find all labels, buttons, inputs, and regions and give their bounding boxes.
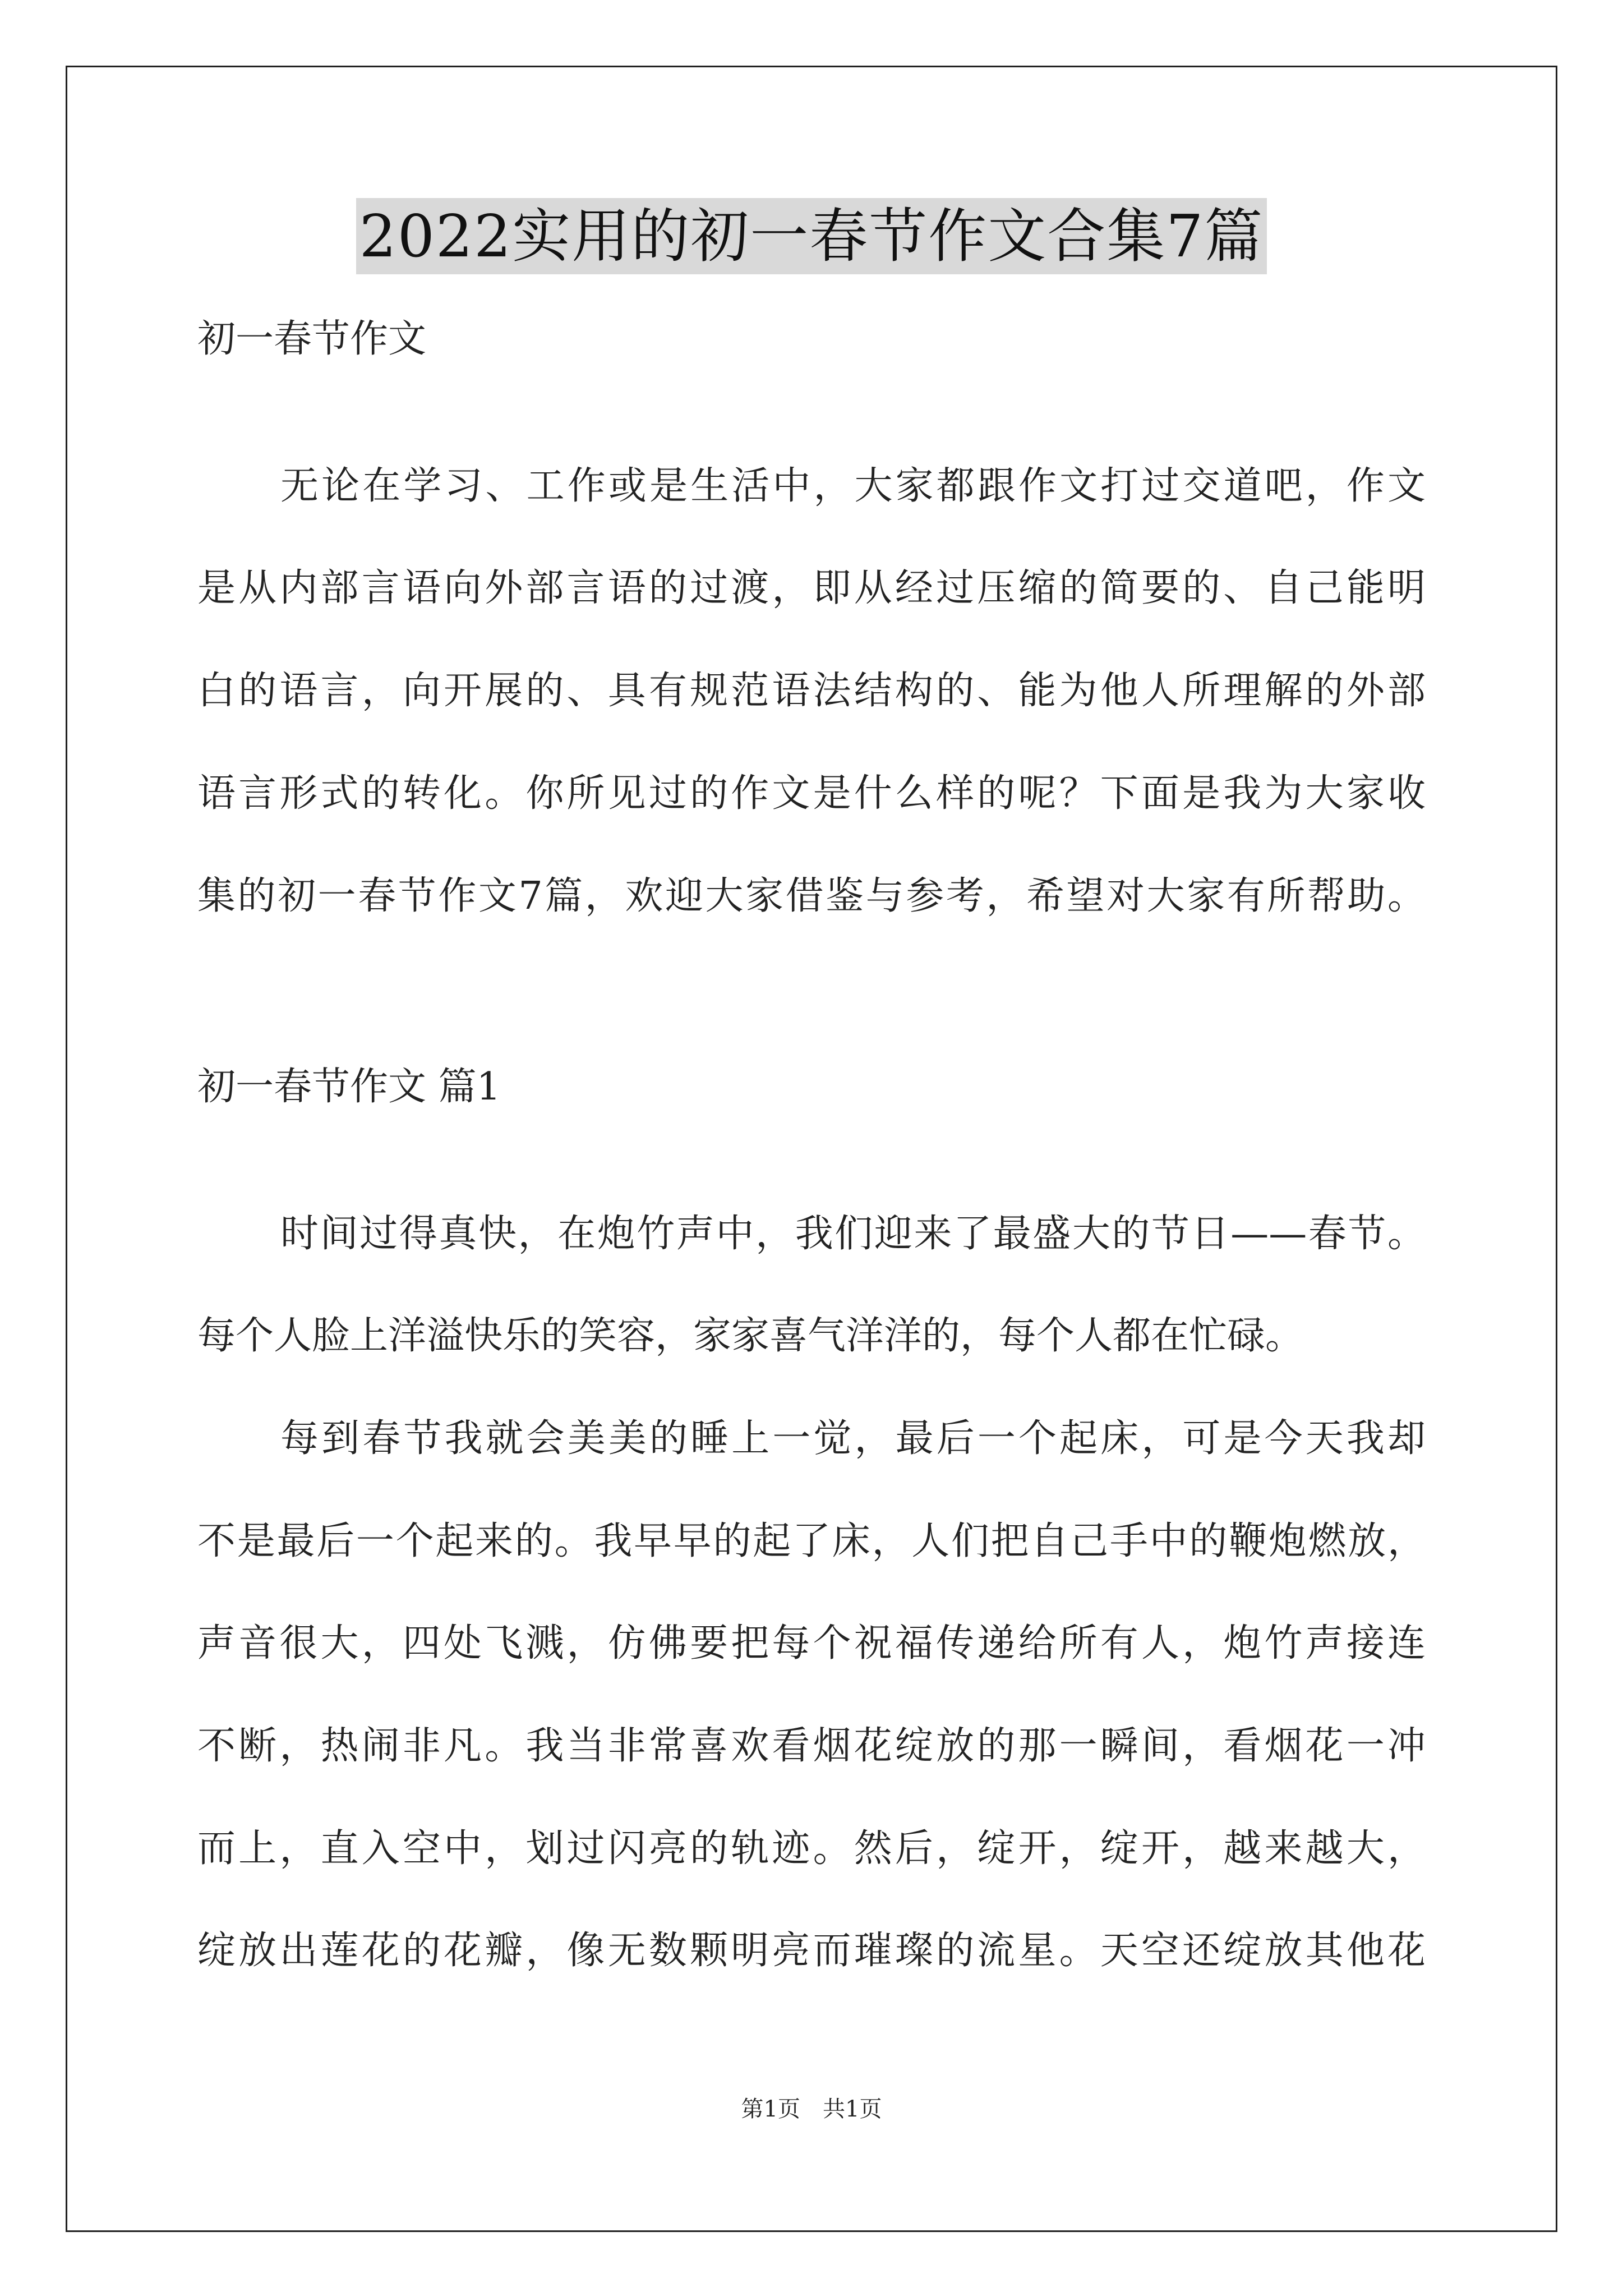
section1-para1-line: 时间过得真快，在炮竹声中，我们迎来了最盛大的节日——春节。 [280,1212,1426,1256]
section1-para2-line: 而上，直入空中，划过闪亮的轨迹。然后，绽开，绽开，越来越大， [197,1826,1426,1871]
section1-para2-line: 不是最后一个起来的。我早早的起了床，人们把自己手中的鞭炮燃放， [197,1519,1426,1563]
section1-para2-line: 声音很大，四处飞溅，仿佛要把每个祝福传递给所有人，炮竹声接连 [197,1621,1426,1665]
intro-line: 是从内部言语向外部言语的过渡，即从经过压缩的简要的、自己能明 [197,566,1426,610]
intro-line: 集的初一春节作文7篇，欢迎大家借鉴与参考，希望对大家有所帮助。 [197,874,1426,918]
section1-para2-line: 绽放出莲花的花瓣，像无数颗明亮而璀璨的流星。天空还绽放其他花 [197,1929,1426,1973]
intro-line: 白的语言，向开展的、具有规范语法结构的、能为他人所理解的外部 [197,669,1426,713]
section1-para2-line: 每到春节我就会美美的睡上一觉，最后一个起床，可是今天我却 [280,1416,1426,1461]
page-border [66,66,1557,2232]
section1-para2-line: 不断，热闹非凡。我当非常喜欢看烟花绽放的那一瞬间，看烟花一冲 [197,1724,1426,1768]
section1-para1-line: 每个人脸上洋溢快乐的笑容，家家喜气洋洋的，每个人都在忙碌。 [197,1314,1304,1358]
title-container [0,198,1623,274]
intro-line: 无论在学习、工作或是生活中，大家都跟作文打过交道吧，作文 [280,464,1426,508]
page-footer: 第1页 共1页 [741,2096,882,2122]
document-title: 2022实用的初一春节作文合集7篇 [356,198,1267,274]
intro-heading: 初一春节作文 [197,317,427,361]
section1-heading: 初一春节作文 篇1 [197,1065,501,1109]
intro-line: 语言形式的转化。你所见过的作文是什么样的呢？下面是我为大家收 [197,771,1426,816]
